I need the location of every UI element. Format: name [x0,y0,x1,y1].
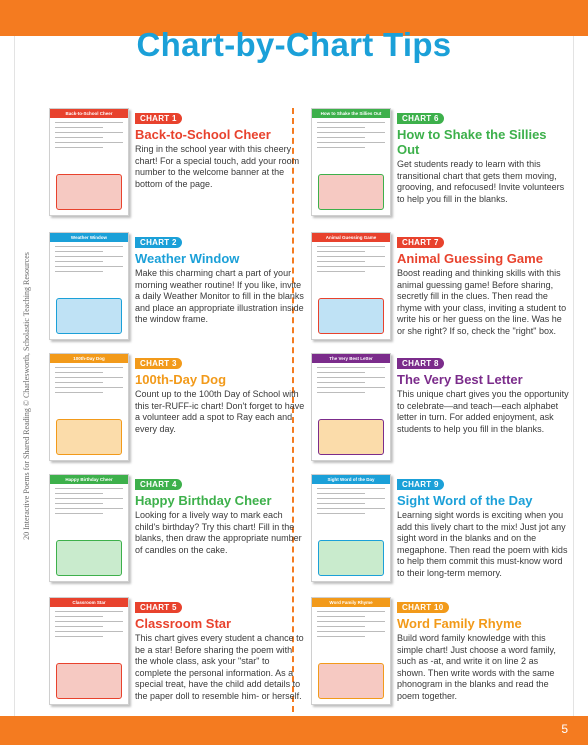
thumb-line [55,137,103,138]
chart-title: Classroom Star [135,616,232,631]
chart-title: Word Family Rhyme [397,616,522,631]
thumb-line [317,503,365,504]
thumb-line [317,616,365,617]
chart-badge: CHART 2 [135,237,182,248]
thumb-line [317,387,385,388]
thumb-line [317,251,365,252]
thumb-line [317,377,385,378]
thumb-title: How to Shake the Sillies Out [312,109,390,118]
thumb-line [55,611,123,612]
bottom-orange-band [0,716,588,745]
thumb-title: Back-to-School Cheer [50,109,128,118]
thumb-line [55,616,103,617]
thumb-line [55,508,123,509]
chart-title: The Very Best Letter [397,372,523,387]
chart-thumbnail [49,597,129,705]
chart-thumbnail [49,474,129,582]
thumb-line [317,132,385,133]
thumb-line [55,147,103,148]
thumb-illustration [318,298,384,334]
chart-entry [311,353,569,463]
chart-description: Make this charming chart a part of your morning weather routine! If you like, invite a daily Weather Monitor to fill in the blanks and place an appropriate illustration inside the window frame. [135,268,304,325]
thumb-line [317,372,365,373]
thumb-line [317,266,385,267]
chart-description: Ring in the school year with this cheery chart! For a special touch, add your room number to the welcome banner at the bottom of the page. [135,144,300,189]
thumb-line [55,132,123,133]
chart-text [135,597,307,703]
thumb-line [317,508,385,509]
thumb-line [317,488,385,489]
thumb-illustration [56,298,122,334]
thumb-line [55,367,123,368]
chart-entry [49,474,307,584]
chart-text [397,108,569,205]
thumb-line [317,611,385,612]
chart-entry [311,597,569,707]
thumb-line [55,513,103,514]
thumb-line [55,271,103,272]
chart-thumbnail [49,353,129,461]
thumb-line [317,127,365,128]
chart-text [135,474,307,556]
chart-entry [49,108,307,218]
page-title: Chart-by-Chart Tips [136,26,452,63]
thumb-line [317,621,385,622]
thumb-line [55,631,123,632]
chart-thumbnail [311,232,391,340]
chart-title: Sight Word of the Day [397,493,533,508]
chart-thumbnail [49,232,129,340]
thumb-line [317,626,365,627]
chart-description: Build word family knowledge with this simple chart! Just choose a word family, such as -at, and write it on line 2 as shown. Then write words with the same phonogram in the blanks and read the poem together. [397,633,556,701]
chart-description: Looking for a lively way to mark each child's birthday? Try this chart! Fill in the blanks, then draw the appropriate number of candles on the cake. [135,510,302,555]
chart-thumbnail [311,108,391,216]
thumb-line [55,621,123,622]
chart-title: Happy Birthday Cheer [135,493,272,508]
chart-text [135,108,307,190]
chart-entry [311,232,569,342]
page-number: 5 [561,722,568,736]
chart-thumbnail [49,108,129,216]
thumb-line [55,488,123,489]
thumb-line [55,261,103,262]
chart-badge: CHART 3 [135,358,182,369]
thumb-illustration [56,419,122,455]
thumb-illustration [318,540,384,576]
thumb-line [317,137,365,138]
thumb-line [55,498,123,499]
chart-title: 100th-Day Dog [135,372,227,387]
thumb-title: The Very Best Letter [312,354,390,363]
chart-text [135,232,307,326]
chart-badge: CHART 4 [135,479,182,490]
thumb-line [317,631,385,632]
thumb-line [55,377,123,378]
chart-entry [311,474,569,584]
thumb-line [55,503,103,504]
chart-thumbnail [311,353,391,461]
chart-text [397,597,569,703]
thumb-title: 100th-Day Dog [50,354,128,363]
chart-badge: CHART 10 [397,602,449,613]
thumb-line [317,367,385,368]
thumb-title: Animal Guessing Game [312,233,390,242]
thumb-line [317,382,365,383]
chart-badge: CHART 9 [397,479,444,490]
chart-description: Learning sight words is exciting when you add this lively chart to the mix! Just jot any sight word in the blanks and on the megaphone. Then read the poem with kids to help them commit this must-know word to their long-term memory. [397,510,568,578]
thumb-line [55,493,103,494]
thumb-line [55,626,103,627]
thumb-line [55,127,103,128]
thumb-line [55,251,103,252]
chart-title: Back-to-School Cheer [135,127,271,142]
thumb-title: Sight Word of the Day [312,475,390,484]
thumb-line [55,382,103,383]
thumb-line [317,513,365,514]
chart-text [397,353,569,435]
side-credit: 20 Interactive Poems for Shared Reading © Charlesworth, Scholastic Teaching Resources [22,252,31,540]
chart-description: Count up to the 100th Day of School with this ter-RUFF-ic chart! Don't forget to have a volunteer add a spot to Ray each and every day. [135,389,305,434]
chart-thumbnail [311,474,391,582]
chart-description: Boost reading and thinking skills with this animal guessing game! Before sharing, secretly fill in the clues. Then read the rhyme with your class, inviting a student to write his or her guess on the line. Was he or she right? If so, check the "right" box. [397,268,567,336]
thumb-illustration [318,419,384,455]
chart-description: This unique chart gives you the opportunity to celebrate—and teach—each alphabet letter in turn. For added enjoyment, ask students to help you fill in the blanks. [397,389,569,434]
thumb-line [317,142,385,143]
thumb-line [317,392,365,393]
thumb-illustration [56,174,122,210]
thumb-illustration [56,663,122,699]
thumb-title: Happy Birthday Cheer [50,475,128,484]
chart-badge: CHART 6 [397,113,444,124]
chart-entry [49,353,307,463]
chart-thumbnail [311,597,391,705]
thumb-title: Word Family Rhyme [312,598,390,607]
chart-title: Weather Window [135,251,240,266]
thumb-illustration [56,540,122,576]
chart-description: Get students ready to learn with this transitional chart that gets them moving, grooving, and refocused! Invite volunteers to help you fill in the blanks. [397,159,565,204]
thumb-line [55,387,123,388]
chart-text [397,232,569,338]
thumb-line [55,636,103,637]
thumb-line [317,636,365,637]
thumb-line [317,147,365,148]
chart-title: How to Shake the Sillies Out [397,127,547,157]
chart-text [397,474,569,580]
chart-entry [311,108,569,218]
thumb-title: Classroom Star [50,598,128,607]
thumb-line [317,493,365,494]
chart-entry [49,597,307,707]
chart-badge: CHART 7 [397,237,444,248]
chart-badge: CHART 5 [135,602,182,613]
thumb-line [317,122,385,123]
chart-text [135,353,307,435]
thumb-line [317,256,385,257]
thumb-line [55,246,123,247]
thumb-line [317,246,385,247]
thumb-line [55,266,123,267]
thumb-line [317,261,365,262]
chart-badge: CHART 1 [135,113,182,124]
chart-entry [49,232,307,342]
thumb-title: Weather Window [50,233,128,242]
thumb-line [55,256,123,257]
thumb-line [317,271,365,272]
chart-description: This chart gives every student a chance to be a star! Before sharing the poem with the whole class, ask your "star" to complete the personal information. As a special treat, have the child add details to the paper doll to resemble him- or herself. [135,633,304,701]
thumb-line [55,372,103,373]
thumb-line [55,142,123,143]
thumb-line [317,498,385,499]
thumb-illustration [318,174,384,210]
thumb-line [55,122,123,123]
chart-title: Animal Guessing Game [397,251,543,266]
thumb-line [55,392,103,393]
thumb-illustration [318,663,384,699]
chart-badge: CHART 8 [397,358,444,369]
